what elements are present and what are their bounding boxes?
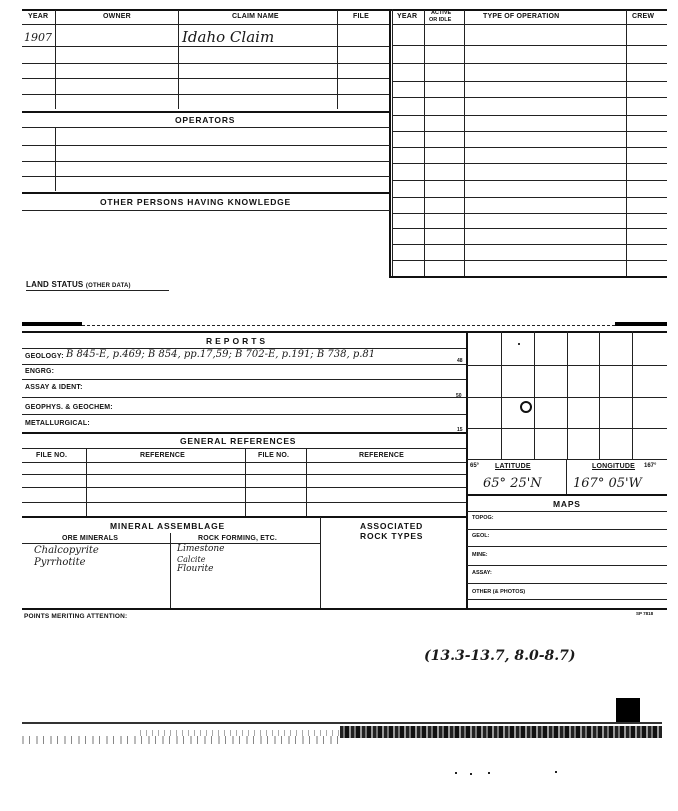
latitude-value: 65° 25'N: [483, 476, 542, 491]
assay-label: ASSAY & IDENT:: [25, 384, 83, 391]
maps-title: MAPS: [553, 499, 581, 509]
num-50: 50: [456, 393, 462, 399]
num-15: 15: [457, 427, 463, 433]
header-file: FILE: [353, 13, 369, 20]
reference-1: REFERENCE: [140, 452, 185, 459]
engrg-label: ENGRG:: [25, 368, 55, 375]
rock-mineral-1: Limestone: [177, 544, 225, 554]
longitude-value: 167° 05'W: [573, 476, 642, 491]
mineral-title: MINERAL ASSEMBLAGE: [110, 521, 225, 531]
form-code: SP 7818: [636, 611, 654, 616]
ore-minerals-header: ORE MINERALS: [62, 535, 119, 542]
geophys-label: GEOPHYS. & GEOCHEM:: [25, 404, 113, 411]
rock-forming-header: ROCK FORMING, ETC.: [198, 535, 278, 542]
geology-value: B 845-E, p.469; B 854, pp.17,59; B 702-E, p.191; B 738, p.81: [66, 349, 376, 360]
assoc-rock-line1: ASSOCIATED: [360, 521, 424, 531]
latitude-label: LATITUDE: [495, 463, 531, 470]
points-meriting-attention: POINTS MERITING ATTENTION:: [24, 613, 128, 620]
file-no-2: FILE NO.: [258, 452, 290, 459]
header-crew: CREW: [632, 13, 655, 20]
header-active-1: ACTIVE: [431, 10, 452, 16]
maps-assay: ASSAY:: [472, 570, 492, 576]
header-owner: OWNER: [103, 13, 131, 20]
lat-deg: 65°: [470, 463, 480, 469]
rock-mineral-3: Flourite: [177, 564, 214, 574]
file-no-1: FILE NO.: [36, 452, 68, 459]
maps-geol: GEOL:: [472, 533, 490, 539]
maps-other: OTHER (& PHOTOS): [472, 589, 526, 595]
ore-mineral-2: Pyrrhotite: [34, 557, 86, 568]
handwritten-note: (13.3-13.7, 8.0-8.7): [424, 648, 576, 664]
operators-title: OPERATORS: [175, 115, 236, 125]
location-marker-icon: [520, 401, 532, 413]
num-48: 48: [457, 358, 463, 364]
rock-mineral-2: Calcite: [177, 555, 206, 564]
maps-mine: MINE:: [472, 552, 488, 558]
ore-mineral-1: Chalcopyrite: [34, 545, 99, 556]
header-claim-name: CLAIM NAME: [232, 13, 279, 20]
lon-deg: 167°: [644, 463, 657, 469]
longitude-label: LONGITUDE: [592, 463, 636, 470]
geology-label: GEOLOGY:: [25, 353, 64, 360]
header-year: YEAR: [28, 13, 49, 20]
maps-topog: TOPOG:: [472, 515, 494, 521]
reference-2: REFERENCE: [359, 452, 404, 459]
header-activity-year: YEAR: [397, 13, 418, 20]
assoc-rock-line2: ROCK TYPES: [360, 531, 424, 541]
metallurgical-label: METALLURGICAL:: [25, 420, 90, 427]
reports-title: REPORTS: [206, 336, 269, 346]
header-active-2: OR IDLE: [429, 17, 452, 23]
claim-year: 1907: [24, 31, 52, 44]
other-persons-title: OTHER PERSONS HAVING KNOWLEDGE: [100, 197, 292, 207]
header-type-operation: TYPE OF OPERATION: [483, 13, 560, 20]
claim-name: Idaho Claim: [182, 28, 275, 46]
land-status-title: LAND STATUS (OTHER DATA): [26, 280, 131, 289]
general-refs-title: GENERAL REFERENCES: [180, 436, 297, 446]
